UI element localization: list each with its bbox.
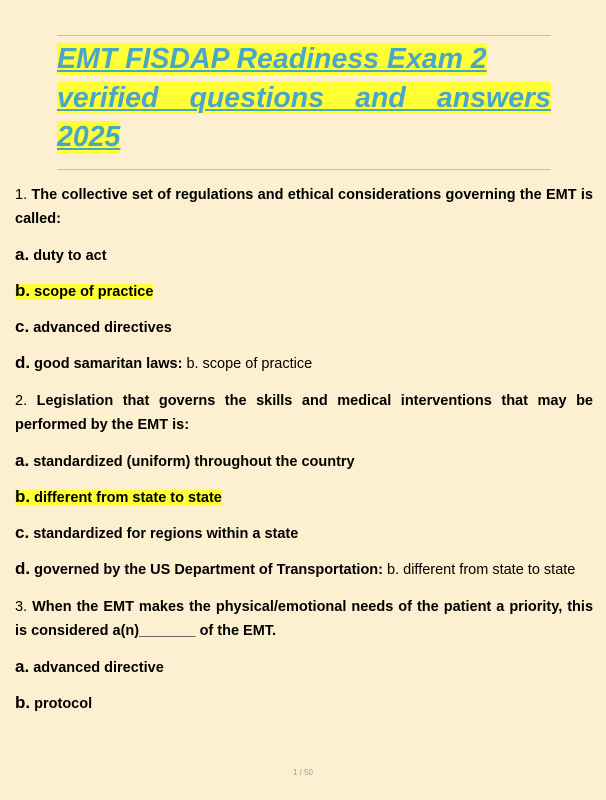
option-text: different from state to state bbox=[34, 490, 222, 506]
question-text: When the EMT makes the physical/emotional needs of the patient a priority, this is considered a(n)_______ of the EMT. bbox=[15, 599, 594, 639]
option-text: governed by the US Department of Transportation: bbox=[34, 562, 383, 578]
option-text: scope of practice bbox=[34, 284, 154, 300]
option-text: advanced directives bbox=[33, 320, 172, 336]
question-1 bbox=[15, 183, 593, 389]
option-letter: a. bbox=[15, 657, 30, 676]
question-3 bbox=[15, 595, 593, 729]
answer-key: b. scope of practice bbox=[186, 356, 313, 372]
option-a bbox=[15, 245, 593, 281]
option-letter: b. bbox=[15, 693, 31, 712]
question-text: Legislation that governs the skills and medical interventions that may be performed by the EMT is: bbox=[15, 393, 593, 433]
option-letter: c. bbox=[15, 523, 30, 542]
page-indicator: 1 / 50 bbox=[292, 768, 313, 777]
answer-key: b. different from state to state bbox=[387, 562, 576, 578]
title-line-1: EMT FISDAP Readiness Exam 2 bbox=[57, 43, 487, 75]
question-number: 3. bbox=[15, 599, 28, 615]
option-text: duty to act bbox=[33, 248, 107, 264]
question-2 bbox=[15, 389, 593, 595]
option-b-correct bbox=[15, 487, 593, 523]
option-b bbox=[15, 693, 593, 729]
question-text: The collective set of regulations and ethical considerations governing the EMT is called: bbox=[15, 187, 593, 227]
option-letter: d. bbox=[15, 353, 31, 372]
option-c bbox=[15, 523, 593, 559]
correct-highlight bbox=[15, 487, 222, 506]
option-text: standardized for regions within a state bbox=[33, 526, 299, 542]
header-top-rule bbox=[57, 35, 551, 36]
option-b-correct bbox=[15, 281, 593, 317]
question-number: 2. bbox=[15, 393, 28, 409]
option-letter: a. bbox=[15, 451, 30, 470]
question-3-prompt bbox=[15, 595, 593, 643]
option-letter: a. bbox=[15, 245, 30, 264]
option-a bbox=[15, 451, 593, 487]
option-letter: c. bbox=[15, 317, 30, 336]
option-text: advanced directive bbox=[33, 660, 164, 676]
option-text: good samaritan laws: bbox=[34, 356, 183, 372]
question-2-prompt bbox=[15, 389, 593, 437]
document-title bbox=[57, 40, 551, 157]
option-letter: b. bbox=[15, 281, 31, 300]
correct-highlight bbox=[15, 281, 154, 300]
option-text: protocol bbox=[34, 696, 93, 712]
option-c bbox=[15, 317, 593, 353]
option-letter: d. bbox=[15, 559, 31, 578]
question-list bbox=[15, 183, 593, 729]
option-text: standardized (uniform) throughout the country bbox=[33, 454, 355, 470]
option-letter: b. bbox=[15, 487, 31, 506]
question-number: 1. bbox=[15, 187, 28, 203]
header-bottom-rule bbox=[57, 169, 551, 170]
option-d bbox=[15, 353, 593, 389]
question-1-prompt bbox=[15, 183, 593, 231]
title-line-2: verified questions and answers 2025 bbox=[57, 82, 551, 153]
option-a bbox=[15, 657, 593, 693]
option-d bbox=[15, 559, 593, 595]
